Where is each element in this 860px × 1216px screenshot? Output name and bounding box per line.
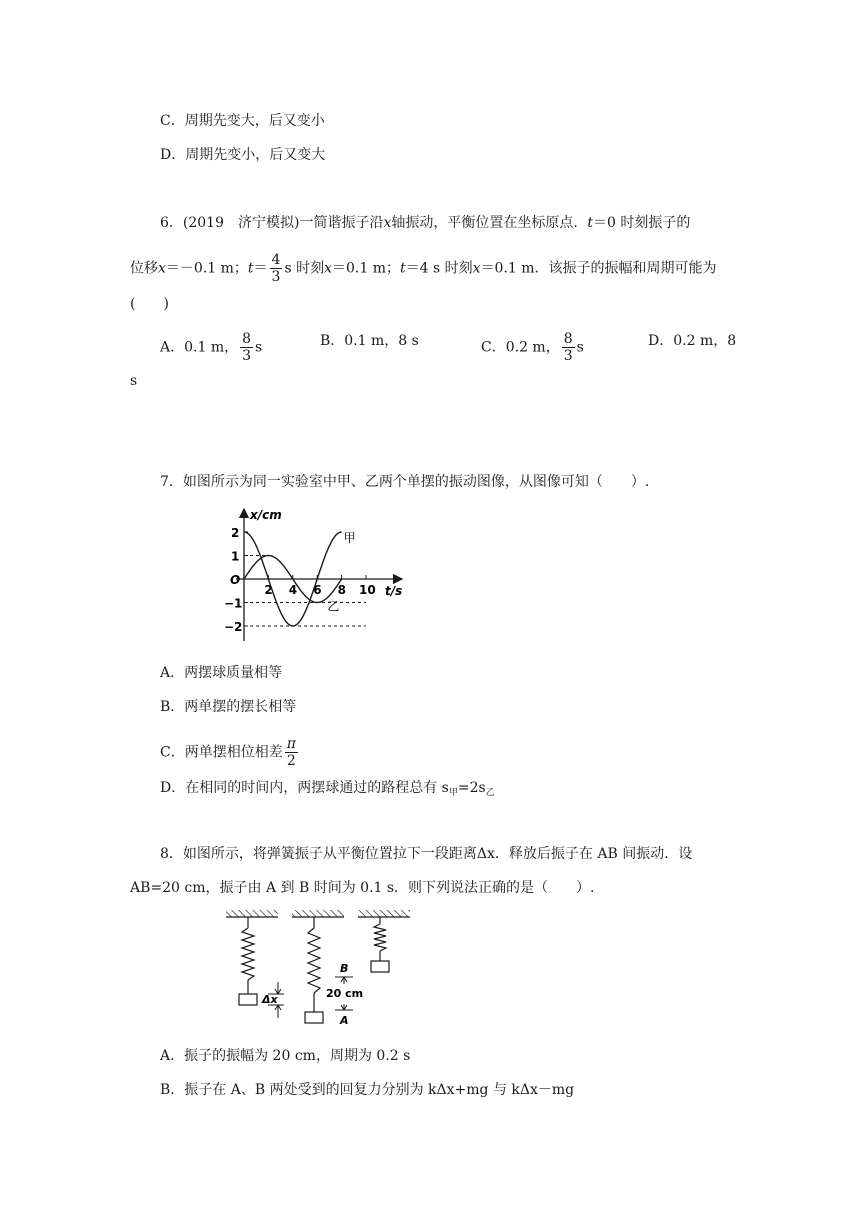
q7-stem: 7．如图所示为同一实验室中甲、乙两个单摆的振动图像，从图像可知（ ）. — [160, 474, 650, 490]
y-tick-label: 2 — [231, 526, 240, 540]
x-tick-label: 10 — [359, 583, 376, 597]
x-tick-label: 2 — [264, 583, 273, 597]
x-axis-label: t/s — [385, 584, 403, 598]
ab-distance-label: 20 cm — [326, 987, 364, 1000]
y-tick-label: 1 — [231, 549, 240, 564]
q6-option-b: B．0.1 m，8 s — [320, 333, 419, 349]
q6-stem-line2: 位移x＝－0.1 m；t＝ $\frac{4}{3}$ s 时刻x＝0.1 m；t＝4 s 时刻x＝0.1 m．该振子的振幅和周期可能为 — [130, 252, 717, 285]
q7-option-b: B．两单摆的摆长相等 — [160, 699, 297, 715]
origin-label: O — [230, 573, 241, 587]
x-tick-label: 8 — [337, 583, 346, 597]
series-label-2: 乙 — [327, 599, 340, 614]
y-axis-label: x/cm — [250, 508, 282, 522]
q6-option-d: D．0.2 m，8 — [648, 333, 737, 349]
q7-vibration-graph — [220, 505, 420, 645]
x-tick-label: 6 — [313, 583, 322, 597]
q6-option-c: C．0.2 m， $\frac{8}{3}$ s — [481, 331, 584, 364]
q8-stem-line1: 8．如图所示，将弹簧振子从平衡位置拉下一段距离Δx．释放后振子在 AB 间振动．设 — [160, 846, 693, 862]
q6-fraction: $\frac{4}{3}$ — [271, 252, 281, 285]
q7-option-c: C．两单摆相位相差 $\frac{\pi}{2}$ — [160, 736, 296, 769]
q8-stem-line2: AB=20 cm，振子由 A 到 B 时间为 0.1 s．则下列说法正确的是（ ）. — [130, 880, 595, 896]
spring-setup-2 — [292, 910, 344, 1023]
y-tick-label: −2 — [224, 620, 243, 634]
spring-setup-1 — [226, 910, 278, 1005]
delta-x-label: Δx — [262, 993, 278, 1006]
q6-option-a: A．0.1 m， $\frac{8}{3}$ s — [160, 331, 263, 364]
x-tick-label: 4 — [288, 583, 298, 597]
point-b-label: B — [340, 962, 349, 975]
q8-option-a: A．振子的振幅为 20 cm，周期为 0.2 s — [160, 1048, 411, 1064]
q8-spring-figure — [222, 908, 422, 1028]
q7-option-a: A．两摆球质量相等 — [160, 665, 283, 681]
q6-option-d-wrap: s — [130, 373, 138, 389]
series-label-1: 甲 — [343, 531, 356, 545]
y-tick-label: −1 — [224, 596, 243, 611]
q6-answer-paren: ( ) — [130, 296, 169, 312]
point-a-label: A — [340, 1014, 349, 1027]
q6-stem-line1: 6．(2019 济宁模拟)一简谐振子沿x轴振动，平衡位置在坐标原点．t＝0 时刻振子的 — [160, 215, 691, 231]
q8-option-b: B．振子在 A、B 两处受到的回复力分别为 kΔx+mg 与 kΔx－mg — [160, 1082, 575, 1098]
q5-option-c: C．周期先变大，后又变小 — [160, 113, 325, 129]
q5-option-d: D．周期先变小，后又变大 — [160, 147, 326, 163]
spring-setup-3 — [358, 910, 410, 972]
q7-option-d: D．在相同的时间内，两摆球通过的路程总有 $s_甲=2s_乙$ — [160, 780, 495, 798]
